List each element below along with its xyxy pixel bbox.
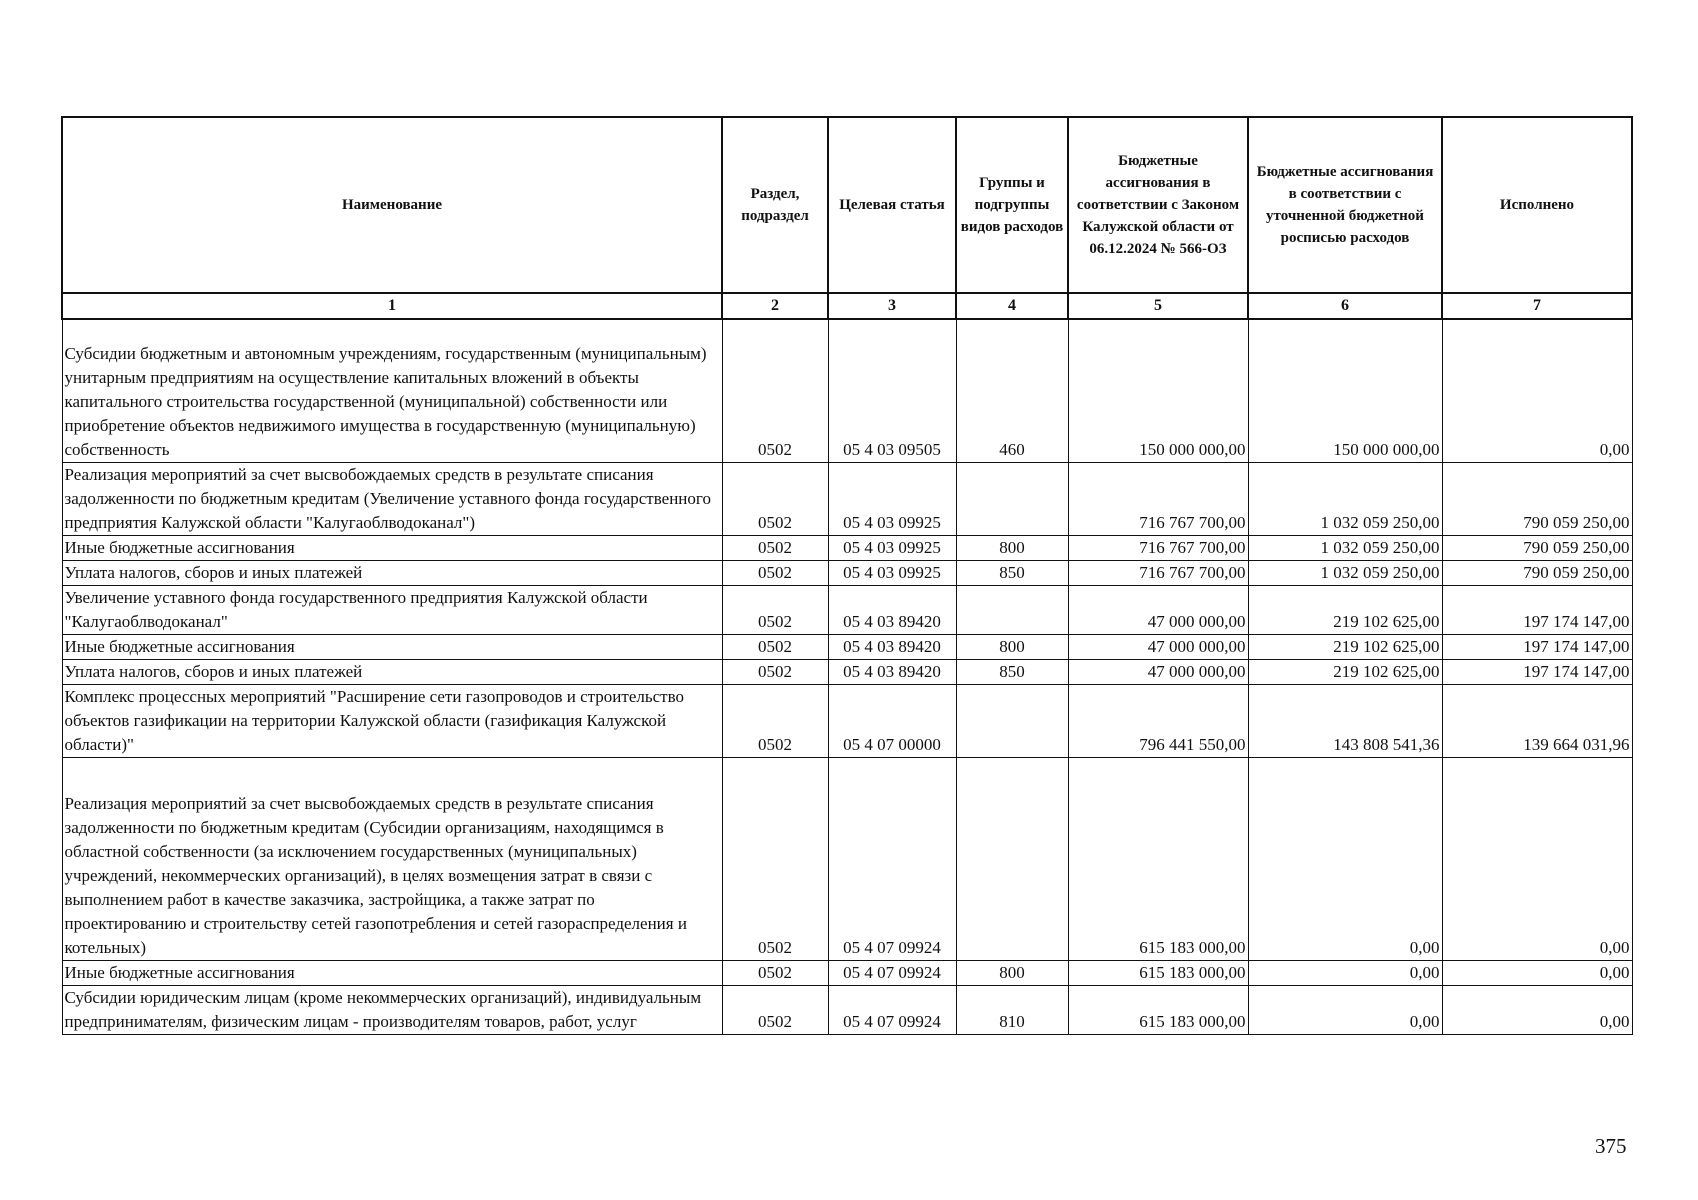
- row-group: 810: [956, 986, 1068, 1035]
- row-section: 0502: [722, 961, 828, 986]
- row-name: Субсидии бюджетным и автономным учреждениям, государственным (муниципальным) унитарным предприятиям на осуществление капитальных вложений в объекты капитального строительства государственной (муниципальной) собственности или приобретение объектов недвижимого имущества в государственную (муниципальную) собственность: [62, 319, 722, 463]
- row-executed-amount: 0,00: [1442, 758, 1632, 961]
- row-target: 05 4 03 09925: [828, 561, 956, 586]
- row-law-amount: 615 183 000,00: [1068, 986, 1248, 1035]
- row-section: 0502: [722, 463, 828, 536]
- row-refined-amount: 1 032 059 250,00: [1248, 463, 1442, 536]
- row-executed-amount: 0,00: [1442, 986, 1632, 1035]
- column-number-row: [62, 293, 1632, 319]
- table-row: [62, 660, 1632, 685]
- row-law-amount: 716 767 700,00: [1068, 561, 1248, 586]
- row-section: 0502: [722, 986, 828, 1035]
- row-name: Иные бюджетные ассигнования: [62, 635, 722, 660]
- row-name: Субсидии юридическим лицам (кроме некоммерческих организаций), индивидуальным предпринимателям, физическим лицам - производителям товаров, работ, услуг: [62, 986, 722, 1035]
- row-law-amount: 615 183 000,00: [1068, 758, 1248, 961]
- row-target: 05 4 03 09925: [828, 536, 956, 561]
- row-section: 0502: [722, 685, 828, 758]
- row-target: 05 4 07 09924: [828, 961, 956, 986]
- row-executed-amount: 197 174 147,00: [1442, 586, 1632, 635]
- row-refined-amount: 0,00: [1248, 758, 1442, 961]
- header-target: Целевая статья: [828, 117, 956, 293]
- row-executed-amount: 790 059 250,00: [1442, 463, 1632, 536]
- row-executed-amount: 790 059 250,00: [1442, 536, 1632, 561]
- row-refined-amount: 143 808 541,36: [1248, 685, 1442, 758]
- row-refined-amount: 0,00: [1248, 961, 1442, 986]
- table-row: [62, 758, 1632, 961]
- row-name: Иные бюджетные ассигнования: [62, 961, 722, 986]
- row-target: 05 4 03 09925: [828, 463, 956, 536]
- column-number: 2: [722, 293, 828, 319]
- page-number: 375: [1595, 1134, 1627, 1158]
- row-executed-amount: 790 059 250,00: [1442, 561, 1632, 586]
- table-row: [62, 561, 1632, 586]
- row-executed-amount: 197 174 147,00: [1442, 635, 1632, 660]
- budget-table: [61, 116, 1633, 1035]
- row-section: 0502: [722, 635, 828, 660]
- column-number: 6: [1248, 293, 1442, 319]
- row-refined-amount: 219 102 625,00: [1248, 586, 1442, 635]
- row-target: 05 4 03 89420: [828, 635, 956, 660]
- row-name: Иные бюджетные ассигнования: [62, 536, 722, 561]
- header-section: Раздел, подраздел: [722, 117, 828, 293]
- row-target: 05 4 07 00000: [828, 685, 956, 758]
- row-section: 0502: [722, 586, 828, 635]
- row-target: 05 4 03 09505: [828, 319, 956, 463]
- header-group: Группы и подгруппы видов расходов: [956, 117, 1068, 293]
- table-row: [62, 986, 1632, 1035]
- row-name: Комплекс процессных мероприятий "Расширение сети газопроводов и строительство объектов газификации на территории Калужской области (газификация Калужской области)": [62, 685, 722, 758]
- row-group: 460: [956, 319, 1068, 463]
- table-row: [62, 635, 1632, 660]
- row-refined-amount: 219 102 625,00: [1248, 635, 1442, 660]
- row-law-amount: 47 000 000,00: [1068, 586, 1248, 635]
- row-law-amount: 615 183 000,00: [1068, 961, 1248, 986]
- column-number: 1: [62, 293, 722, 319]
- row-name: Увеличение уставного фонда государственного предприятия Калужской области "Калугаоблводоканал": [62, 586, 722, 635]
- row-group: [956, 586, 1068, 635]
- row-executed-amount: 0,00: [1442, 319, 1632, 463]
- row-section: 0502: [722, 561, 828, 586]
- row-group: [956, 758, 1068, 961]
- row-group: [956, 685, 1068, 758]
- row-refined-amount: 219 102 625,00: [1248, 660, 1442, 685]
- row-executed-amount: 0,00: [1442, 961, 1632, 986]
- column-number: 4: [956, 293, 1068, 319]
- row-target: 05 4 03 89420: [828, 660, 956, 685]
- column-number: 3: [828, 293, 956, 319]
- row-refined-amount: 1 032 059 250,00: [1248, 561, 1442, 586]
- row-executed-amount: 139 664 031,96: [1442, 685, 1632, 758]
- row-target: 05 4 07 09924: [828, 986, 956, 1035]
- row-section: 0502: [722, 536, 828, 561]
- row-law-amount: 716 767 700,00: [1068, 536, 1248, 561]
- row-group: 800: [956, 635, 1068, 660]
- header-row: [62, 117, 1632, 293]
- row-refined-amount: 1 032 059 250,00: [1248, 536, 1442, 561]
- row-target: 05 4 07 09924: [828, 758, 956, 961]
- header-law-allocation: Бюджетные ассигнования в соответствии с Законом Калужской области от 06.12.2024 № 566-ОЗ: [1068, 117, 1248, 293]
- column-number: 7: [1442, 293, 1632, 319]
- row-group: 850: [956, 660, 1068, 685]
- table-row: [62, 961, 1632, 986]
- table-row: [62, 536, 1632, 561]
- row-section: 0502: [722, 758, 828, 961]
- row-section: 0502: [722, 660, 828, 685]
- row-name: Уплата налогов, сборов и иных платежей: [62, 561, 722, 586]
- row-refined-amount: 0,00: [1248, 986, 1442, 1035]
- table-row: [62, 586, 1632, 635]
- table-row: [62, 319, 1632, 463]
- row-law-amount: 47 000 000,00: [1068, 635, 1248, 660]
- row-law-amount: 47 000 000,00: [1068, 660, 1248, 685]
- row-executed-amount: 197 174 147,00: [1442, 660, 1632, 685]
- header-name: Наименование: [62, 117, 722, 293]
- row-group: 800: [956, 961, 1068, 986]
- row-name: Реализация мероприятий за счет высвобождаемых средств в результате списания задолженности по бюджетным кредитам (Увеличение уставного фонда государственного предприятия Калужской области "Калугаоблводоканал"): [62, 463, 722, 536]
- header-refined-allocation: Бюджетные ассигнования в соответствии с уточненной бюджетной росписью расходов: [1248, 117, 1442, 293]
- row-section: 0502: [722, 319, 828, 463]
- row-name: Уплата налогов, сборов и иных платежей: [62, 660, 722, 685]
- row-group: 800: [956, 536, 1068, 561]
- header-executed: Исполнено: [1442, 117, 1632, 293]
- row-group: 850: [956, 561, 1068, 586]
- row-group: [956, 463, 1068, 536]
- table-row: [62, 685, 1632, 758]
- row-name: Реализация мероприятий за счет высвобождаемых средств в результате списания задолженности по бюджетным кредитам (Субсидии организациям, находящимся в областной собственности (за исключением государственных (муниципальных) учреждений, некоммерческих организаций), в целях возмещения затрат в связи с выполнением работ в качестве заказчика, застройщика, а также затрат по проектированию и строительству сетей газопотребления и сетей газораспределения и котельных): [62, 758, 722, 961]
- row-refined-amount: 150 000 000,00: [1248, 319, 1442, 463]
- row-law-amount: 796 441 550,00: [1068, 685, 1248, 758]
- column-number: 5: [1068, 293, 1248, 319]
- row-law-amount: 716 767 700,00: [1068, 463, 1248, 536]
- table-row: [62, 463, 1632, 536]
- row-target: 05 4 03 89420: [828, 586, 956, 635]
- row-law-amount: 150 000 000,00: [1068, 319, 1248, 463]
